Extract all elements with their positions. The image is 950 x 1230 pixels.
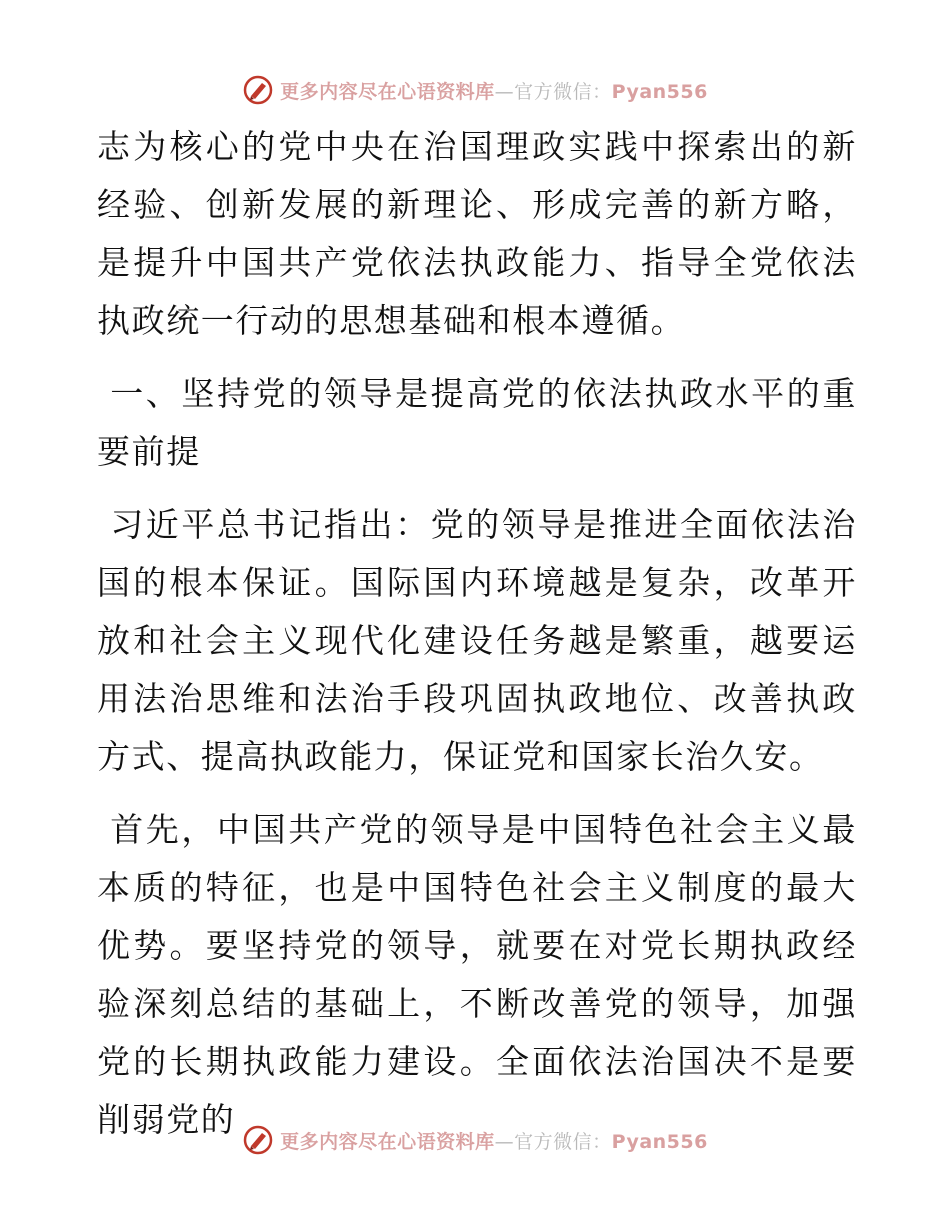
watermark-label: 官方微信：	[514, 80, 612, 103]
pen-logo-icon	[242, 74, 274, 106]
watermark-separator: —	[494, 80, 515, 103]
watermark-brand: 更多内容尽在心语资料库	[280, 1130, 495, 1153]
watermark-separator: —	[494, 1130, 515, 1153]
paragraph-3: 首先，中国共产党的领导是中国特色社会主义最本质的特征，也是中国特色社会主义制度的最大优势。要坚持党的领导，就要在对党长期执政经验深刻总结的基础上，不断改善党的领导，加强党的长期执政能力建设。全面依法治国决不是要削弱党的	[97, 810, 857, 1139]
watermark-text	[280, 77, 708, 104]
paragraph-1: 志为核心的党中央在治国理政实践中探索出的新经验、创新发展的新理论、形成完善的新方略，是提升中国共产党依法执政能力、指导全党依法执政统一行动的思想基础和根本遵循。	[97, 127, 857, 340]
watermark-text	[280, 1127, 708, 1154]
pen-logo-icon	[242, 1124, 274, 1156]
watermark-account: Pyan556	[611, 1130, 708, 1153]
paragraph-2: 习近平总书记指出：党的领导是推进全面依法治国的根本保证。国际国内环境越是复杂，改革开放和社会主义现代化建设任务越是繁重，越要运用法治思维和法治手段巩固执政地位、改善执政方式、提高执政能力，保证党和国家长治久安。	[97, 505, 857, 776]
watermark-account: Pyan556	[611, 80, 708, 103]
watermark-label: 官方微信：	[514, 1130, 612, 1153]
section-heading: 一、坚持党的领导是提高党的依法执政水平的重要前提	[97, 374, 857, 471]
watermark-header	[0, 70, 950, 110]
watermark-brand: 更多内容尽在心语资料库	[280, 80, 495, 103]
watermark-footer	[0, 1120, 950, 1160]
document-body	[97, 118, 857, 1164]
